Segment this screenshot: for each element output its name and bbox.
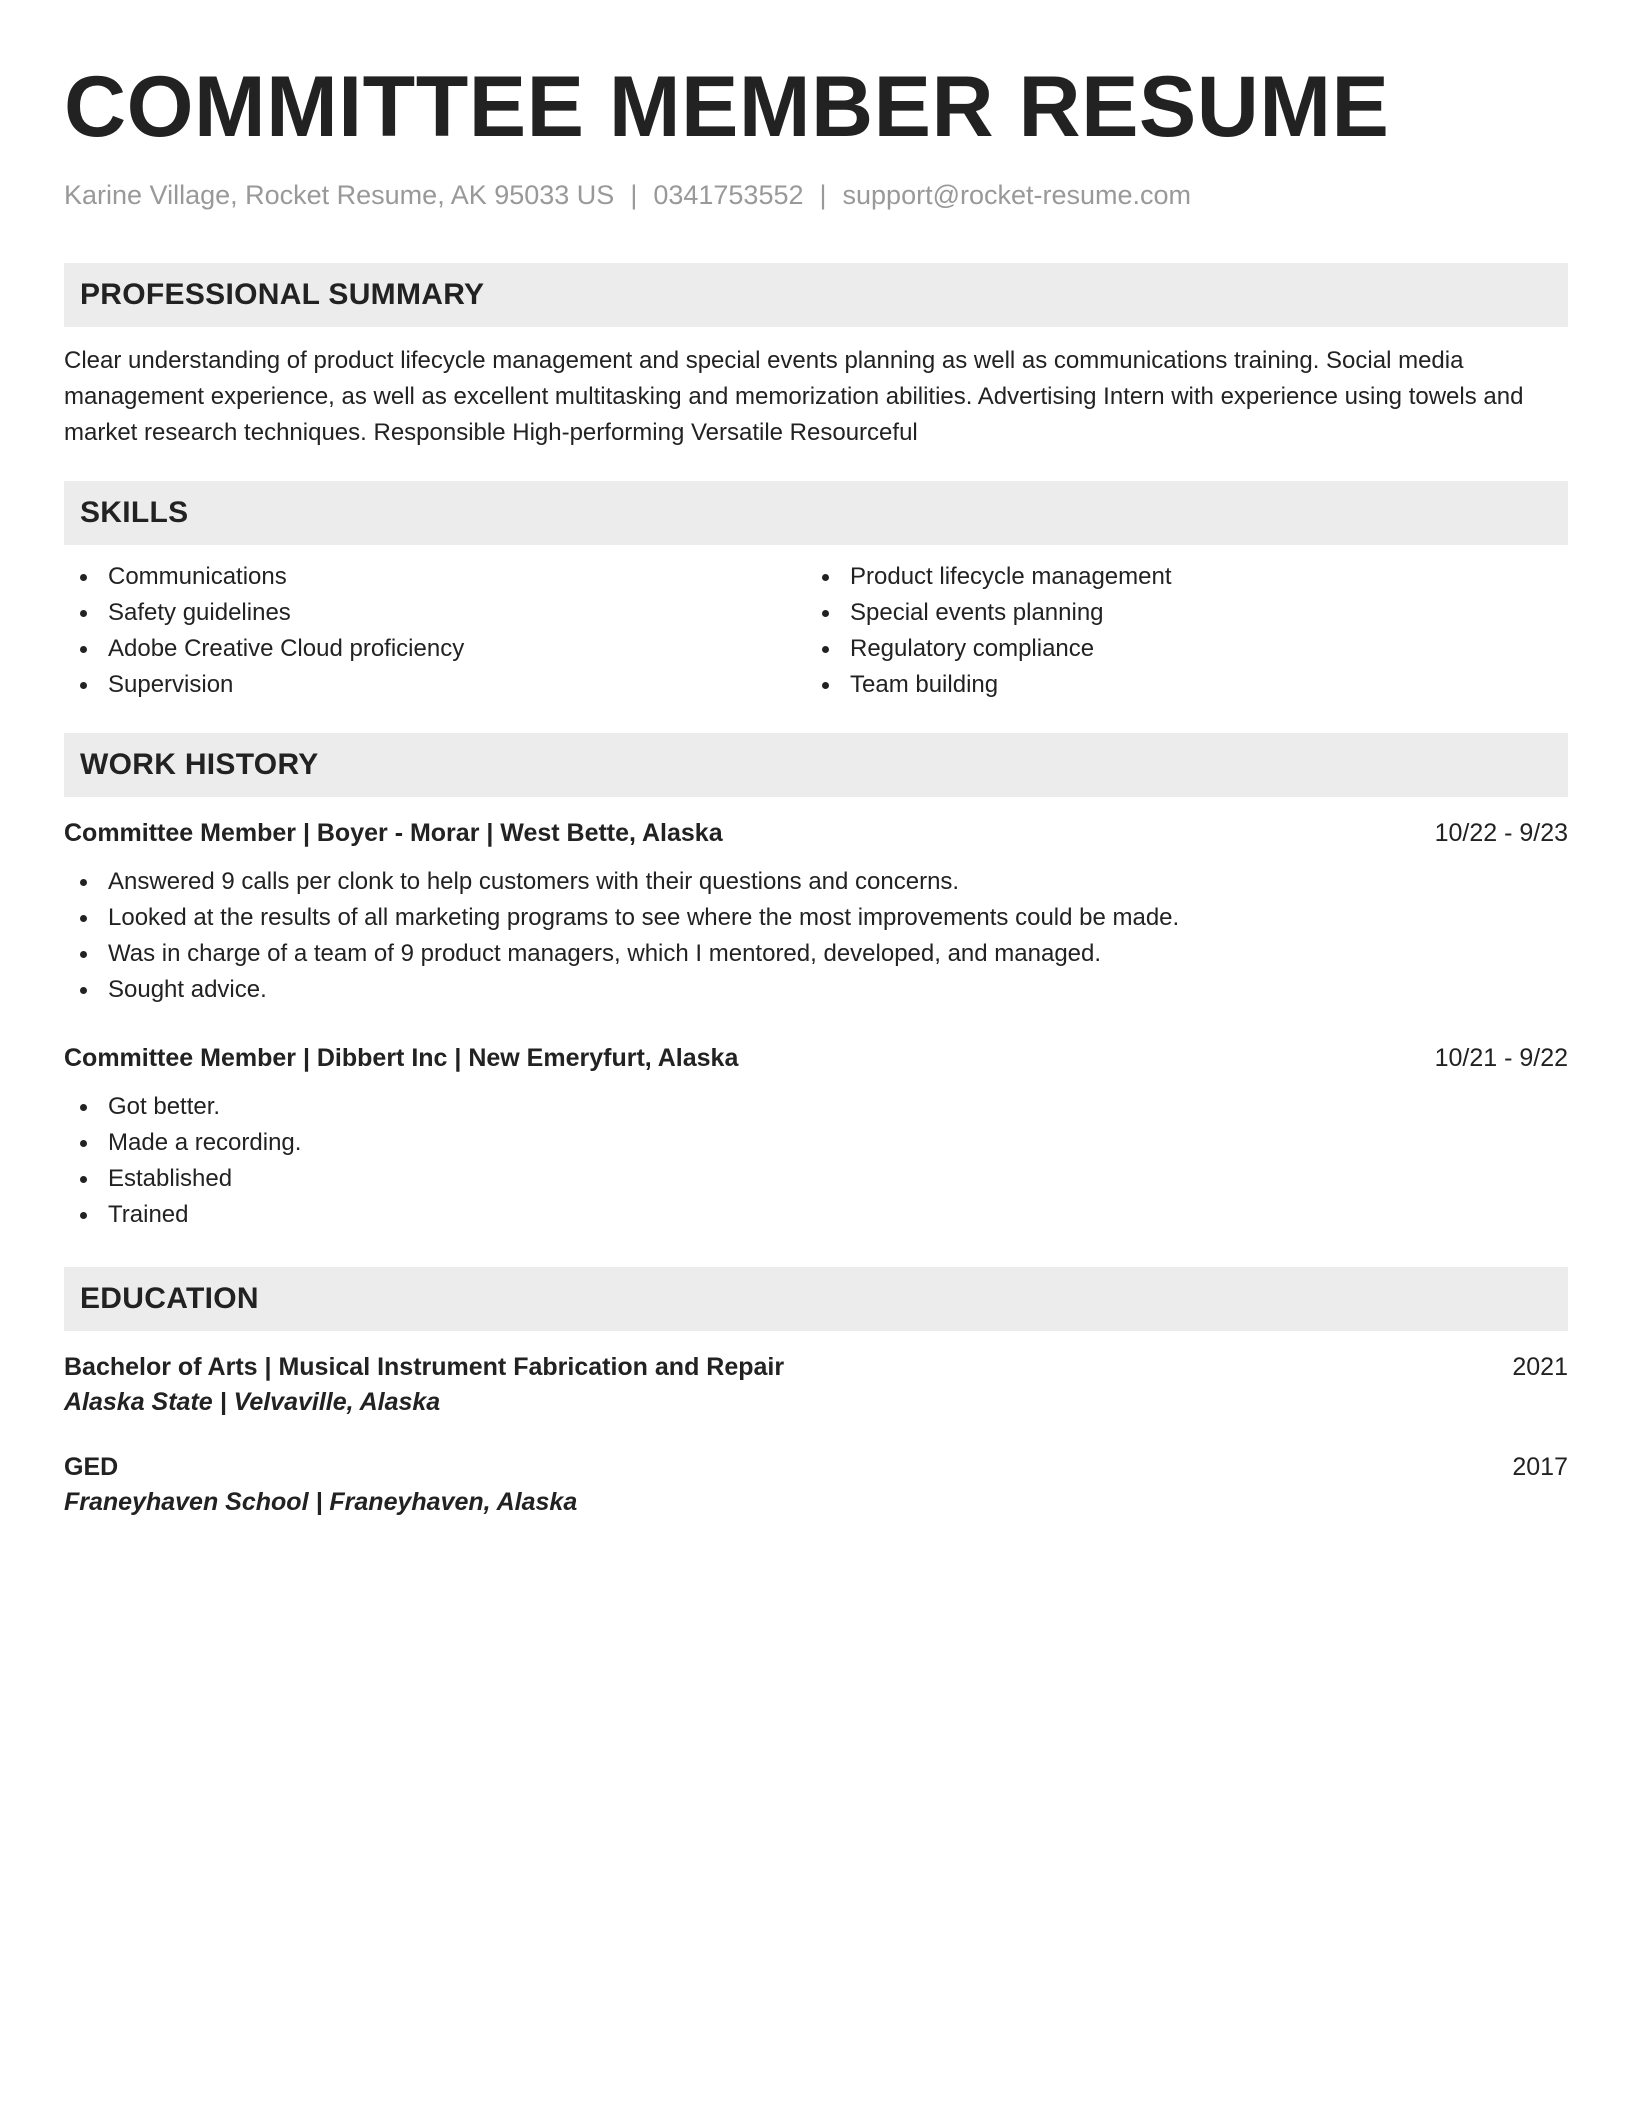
- resume-title: COMMITTEE MEMBER RESUME: [64, 59, 1390, 155]
- skills-grid: [64, 559, 1568, 703]
- section-header-skills: SKILLS: [64, 481, 1568, 545]
- job-dates: 10/22 - 9/23: [1434, 819, 1568, 847]
- skill-item: Safety guidelines: [64, 595, 806, 631]
- job-bullets: [64, 864, 1568, 1008]
- job-bullets: [64, 1089, 1568, 1233]
- education-degree: Bachelor of Arts | Musical Instrument Fabrication and Repair: [64, 1353, 785, 1381]
- section-header-work-history: WORK HISTORY: [64, 733, 1568, 797]
- skill-item: Regulatory compliance: [806, 631, 1548, 667]
- job-bullet: Got better.: [64, 1089, 1568, 1125]
- contact-separator: |: [630, 180, 638, 210]
- education-entry: [64, 1353, 1568, 1417]
- job-entry: [64, 819, 1568, 1008]
- education-year: 2017: [1512, 1453, 1568, 1481]
- education-school: Franeyhaven School | Franeyhaven, Alaska: [64, 1488, 578, 1516]
- job-title: Committee Member | Boyer - Morar | West Bette, Alaska: [64, 819, 723, 847]
- education-header: [64, 1353, 1568, 1382]
- skill-item: Product lifecycle management: [806, 559, 1548, 595]
- education-header: [64, 1453, 1568, 1482]
- contact-email: support@rocket-resume.com: [842, 180, 1192, 210]
- job-bullet: Was in charge of a team of 9 product managers, which I mentored, developed, and managed.: [64, 936, 1568, 972]
- job-title: Committee Member | Dibbert Inc | New Emeryfurt, Alaska: [64, 1044, 739, 1072]
- education-school: Alaska State | Velvaville, Alaska: [64, 1388, 441, 1416]
- section-header-education: EDUCATION: [64, 1267, 1568, 1331]
- skill-item: Special events planning: [806, 595, 1548, 631]
- job-bullet: Established: [64, 1161, 1568, 1197]
- job-bullet: Sought advice.: [64, 972, 1568, 1008]
- skills-column-left: [64, 559, 806, 703]
- contact-separator: |: [819, 180, 827, 210]
- education-degree: GED: [64, 1453, 119, 1481]
- job-dates: 10/21 - 9/22: [1434, 1044, 1568, 1072]
- job-header: [64, 1044, 1568, 1073]
- skill-item: Team building: [806, 667, 1548, 703]
- skill-item: Supervision: [64, 667, 806, 703]
- job-entry: [64, 1044, 1568, 1233]
- job-bullet: Answered 9 calls per clonk to help customers with their questions and concerns.: [64, 864, 1568, 900]
- contact-address: Karine Village, Rocket Resume, AK 95033 US: [64, 180, 615, 210]
- job-header: [64, 819, 1568, 848]
- education-entry: [64, 1453, 1568, 1517]
- education-year: 2021: [1512, 1353, 1568, 1381]
- section-header-professional-summary: PROFESSIONAL SUMMARY: [64, 263, 1568, 327]
- skills-column-right: [806, 559, 1548, 703]
- job-bullet: Trained: [64, 1197, 1568, 1233]
- contact-phone: 0341753552: [653, 180, 804, 210]
- contact-line: [64, 180, 1568, 211]
- summary-text: Clear understanding of product lifecycle management and special events planning as well as communications training. Social media management experience, as well as excellent multitasking and memorization abilities. Advertising Intern with experience using towels and market research techniques. Responsible High-performing Versatile Resourceful: [64, 347, 1524, 446]
- job-bullet: Made a recording.: [64, 1125, 1568, 1161]
- skill-item: Adobe Creative Cloud proficiency: [64, 631, 806, 667]
- skill-item: Communications: [64, 559, 806, 595]
- job-bullet: Looked at the results of all marketing programs to see where the most improvements could be made.: [64, 900, 1568, 936]
